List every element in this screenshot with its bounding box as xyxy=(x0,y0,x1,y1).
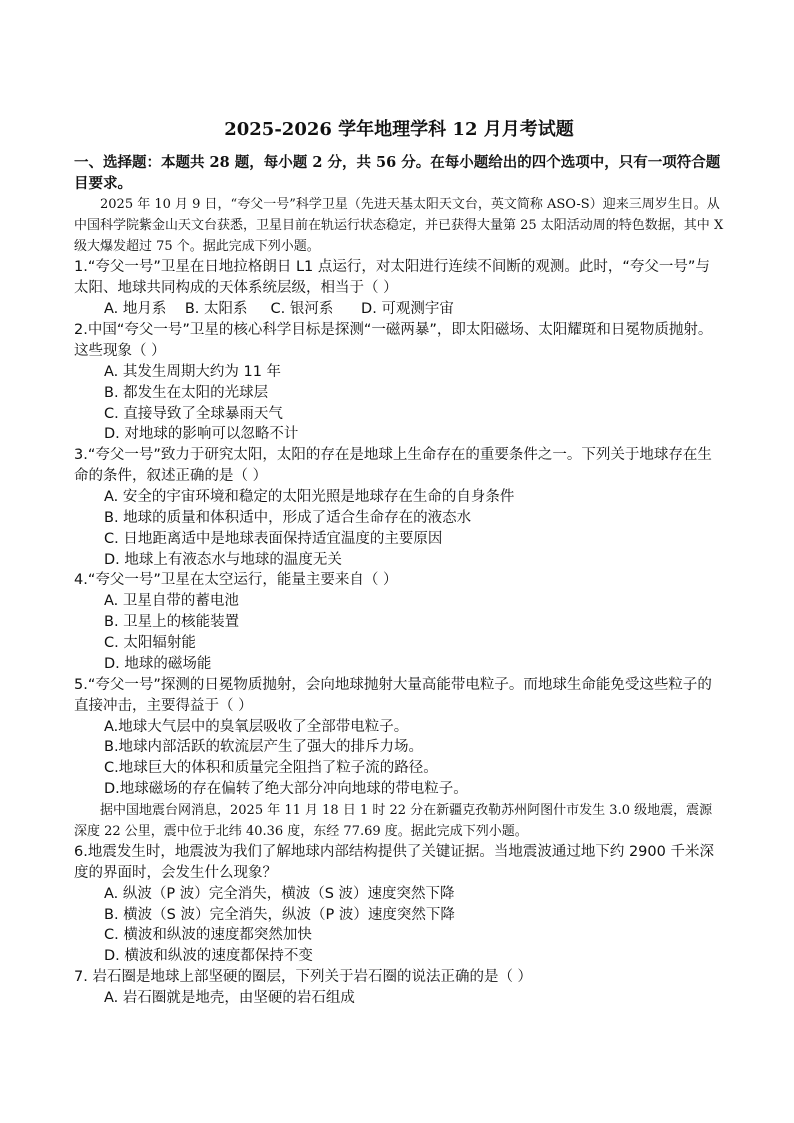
question-6-option-b: B. 横波（S 波）完全消失，纵波（P 波）速度突然下降 xyxy=(104,906,455,923)
question-4-option-a: A. 卫星自带的蓄电池 xyxy=(104,593,239,610)
question-7-stem: 7. 岩石圈是地球上部坚硬的圈层，下列关于岩石圈的说法正确的是（ ） xyxy=(74,968,533,985)
exam-page xyxy=(74,118,724,1009)
question-5-option-c: C.地球巨大的体积和质量完全阻挡了粒子流的路径。 xyxy=(104,760,438,777)
question-5-stem: 5.“夸父一号”探测的日冕物质抛射，会向地球抛射大量高能带电粒子。而地球生命能免受这些粒子的直接冲击，主要得益于（ ） xyxy=(74,676,712,714)
section-heading: 一、选择题：本题共 28 题，每小题 2 分，共 56 分。在每小题给出的四个选项中，只有一项符合题目要求。 xyxy=(74,154,721,192)
question-5-option-a: A.地球大气层中的臭氧层吸收了全部带电粒子。 xyxy=(104,718,409,735)
question-2-option-d: D. 对地球的影响可以忽略不计 xyxy=(104,426,299,443)
exam-title: 2025-2026 学年地理学科 12 月月考试题 xyxy=(224,119,574,140)
question-2-option-a: A. 其发生周期大约为 11 年 xyxy=(104,364,282,380)
question-1-stem: 1.“夸父一号”卫星在日地拉格朗日 L1 点运行，对太阳进行连续不间断的观测。此时，“夸父一号”与太阳、地球共同构成的天体系统层级，相当于（ ） xyxy=(74,259,710,296)
question-4-option-c: C. 太阳辐射能 xyxy=(104,634,196,651)
question-6-option-d: D. 横波和纵波的速度都保持不变 xyxy=(104,948,313,965)
passage-2: 据中国地震台网消息，2025 年 11 月 18 日 1 时 22 分在新疆克孜勒苏州阿图什市发生 3.0 级地震，震源深度 22 公里，震中位于北纬 40.36 度，东经 77.69 度。据此完成下列小题。 xyxy=(74,802,713,839)
question-3-option-b: B. 地球的质量和体积适中，形成了适合生命存在的液态水 xyxy=(104,509,472,526)
question-1-options: A. 地月系 B. 太阳系 C. 银河系 D. 可观测宇宙 xyxy=(104,301,454,317)
question-2-option-b: B. 都发生在太阳的光球层 xyxy=(104,384,269,401)
question-2-stem: 2.中国“夸父一号”卫星的核心科学目标是探测“一磁两暴”，即太阳磁场、太阳耀斑和日冕物质抛射。这些现象（ ） xyxy=(74,322,713,359)
passage-1: 2025 年 10 月 9 日，“夸父一号”科学卫星（先进天基太阳天文台，英文简称 ASO-S）迎来三周岁生日。从中国科学院紫金山天文台获悉，卫星目前在轨运行状态稳定，并已获得大量第 25 太阳活动周的特色数据，其中 X 级大爆发超过 75 个。据此完成下列小题。 xyxy=(74,197,724,254)
question-6-stem: 6.地震发生时，地震波为我们了解地球内部结构提供了关键证据。当地震波通过地下约 2900 千米深度的界面时，会发生什么现象？ xyxy=(74,843,714,881)
question-6-option-a: A. 纵波（P 波）完全消失，横波（S 波）速度突然下降 xyxy=(104,885,455,902)
question-4-stem: 4.“夸父一号”卫星在太空运行，能量主要来自（ ） xyxy=(74,572,398,589)
question-5-option-b: B.地球内部活跃的软流层产生了强大的排斥力场。 xyxy=(104,739,424,756)
question-3-option-d: D. 地球上有液态水与地球的温度无关 xyxy=(104,551,342,568)
question-3-option-c: C. 日地距离适中是地球表面保持适宜温度的主要原因 xyxy=(104,530,443,547)
question-4-option-b: B. 卫星上的核能装置 xyxy=(104,614,240,631)
question-3-option-a: A. 安全的宇宙环境和稳定的太阳光照是地球存在生命的自身条件 xyxy=(104,489,515,506)
question-6-option-c: C. 横波和纵波的速度都突然加快 xyxy=(104,927,312,944)
question-2-option-c: C. 直接导致了全球暴雨天气 xyxy=(104,405,283,422)
question-4-option-d: D. 地球的磁场能 xyxy=(104,655,212,672)
question-3-stem: 3.“夸父一号”致力于研究太阳，太阳的存在是地球上生命存在的重要条件之一。下列关于地球存在生命的条件，叙述正确的是（ ） xyxy=(74,447,712,485)
question-5-option-d: D.地球磁场的存在偏转了绝大部分冲向地球的带电粒子。 xyxy=(104,780,468,797)
question-7-option-a: A. 岩石圈就是地壳，由坚硬的岩石组成 xyxy=(104,989,355,1006)
